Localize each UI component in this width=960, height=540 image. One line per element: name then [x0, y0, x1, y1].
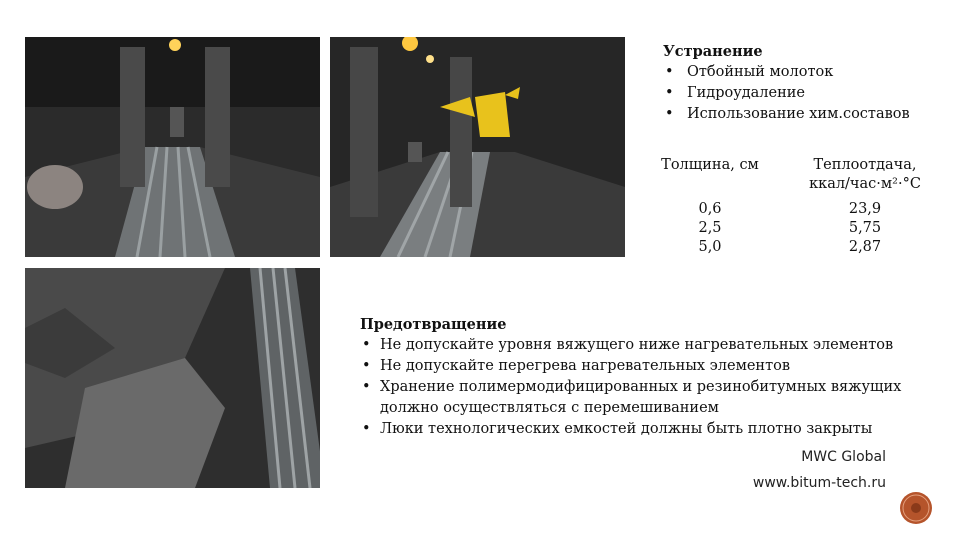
elimination-title: Устранение — [663, 43, 763, 60]
tank-photo-3 — [25, 268, 320, 488]
logo-badge-icon — [899, 491, 933, 525]
heat-header-line2: ккал/час·м²·°С — [809, 176, 921, 192]
prevention-list — [360, 335, 950, 440]
list-item: • Не допускайте уровня вяжущего ниже нагревательных элементов — [360, 335, 950, 356]
list-item: • Гидроудаление — [663, 83, 953, 104]
elimination-list — [663, 62, 953, 125]
list-item: • Не допускайте перегрева нагревательных элементов — [360, 356, 950, 377]
elimination-section — [663, 41, 953, 125]
table-cell: 0,6 — [698, 201, 722, 217]
table-cell: 23,9 — [848, 201, 882, 217]
list-item: • Люки технологических емкостей должны быть плотно закрыты — [360, 419, 950, 440]
table-cell: 2,87 — [848, 239, 882, 255]
table-cell: 2,5 — [698, 220, 722, 236]
prevention-section — [360, 314, 950, 440]
table-cell: 5,75 — [848, 220, 882, 236]
list-item: • Использование хим.составов — [663, 104, 953, 125]
tank-photo-1 — [25, 37, 320, 257]
tank-photo-2 — [330, 37, 625, 257]
company-info — [700, 444, 886, 496]
heat-header-line1: Теплоотдача, — [813, 157, 917, 173]
list-item: • Отбойный молоток — [663, 62, 953, 83]
prevention-title: Предотвращение — [360, 316, 507, 333]
website-link[interactable]: www.bitum-tech.ru — [752, 475, 886, 491]
heat-header — [790, 156, 940, 200]
thickness-header: Толщина, см — [661, 157, 759, 173]
company-name: MWC Global — [801, 449, 886, 465]
table-cell: 5,0 — [698, 239, 722, 255]
list-item: • Хранение полимермодифицированных и резинобитумных вяжущих должно осуществляться с перемешиванием — [360, 377, 950, 419]
